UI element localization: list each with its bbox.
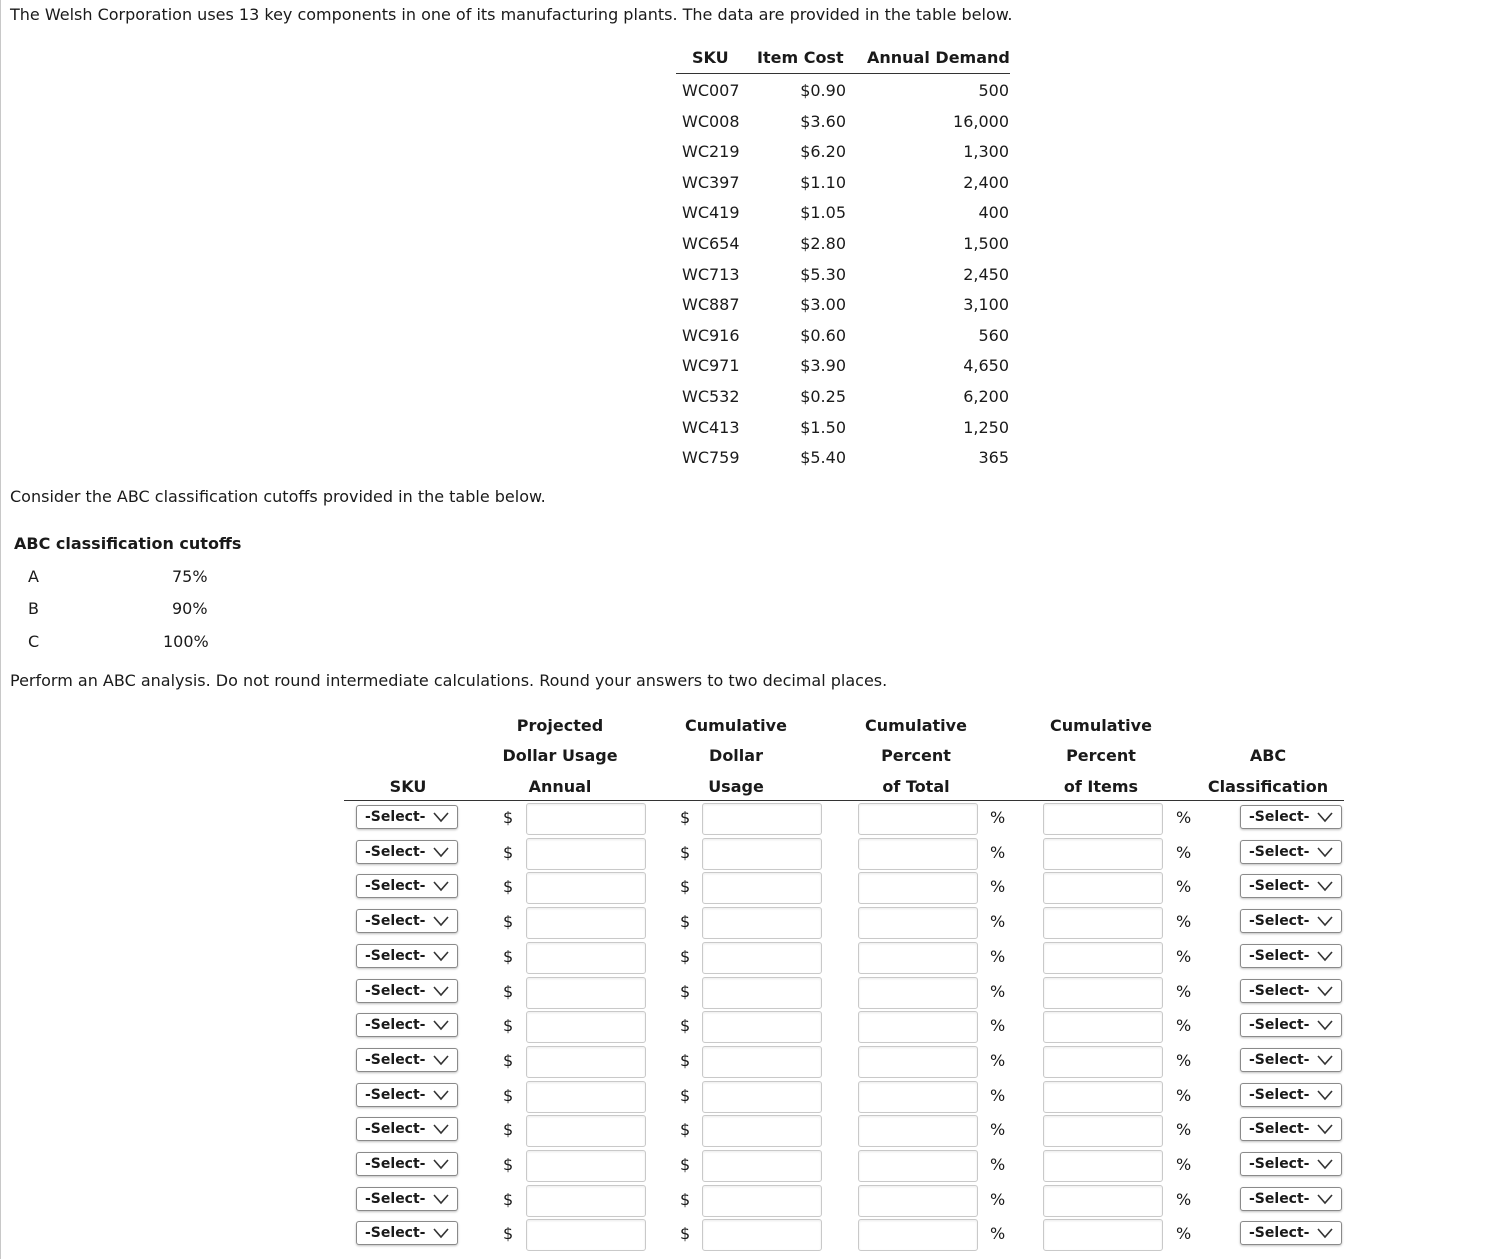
- sku-select-label: -Select-: [365, 913, 426, 930]
- percent-sign: %: [1176, 1016, 1192, 1036]
- data-row-cost: $3.00: [800, 295, 846, 315]
- dollar-sign: $: [503, 842, 514, 862]
- cutoff-pct-c: 100%: [163, 632, 209, 651]
- chevron-down-icon: [1317, 811, 1333, 823]
- data-row-demand: 2,400: [963, 172, 1009, 192]
- chevron-down-icon: [1317, 915, 1333, 927]
- data-row-demand: 6,200: [963, 387, 1009, 406]
- cumulative-percent-items-input[interactable]: [1043, 872, 1163, 904]
- chevron-down-icon: [1317, 1193, 1333, 1205]
- cutoff-class-a: A: [28, 567, 39, 586]
- chevron-down-icon: [1317, 1019, 1333, 1031]
- data-row-sku: WC654: [682, 234, 740, 253]
- abc-select-label: -Select-: [1249, 1017, 1310, 1034]
- sku-select[interactable]: [356, 1013, 458, 1037]
- sku-select-label: -Select-: [365, 947, 426, 964]
- dollar-sign: $: [680, 1085, 691, 1105]
- abc-select-label: -Select-: [1249, 843, 1310, 860]
- percent-sign: %: [990, 842, 1006, 862]
- percent-sign: %: [1176, 912, 1192, 932]
- dollar-sign: $: [503, 808, 514, 827]
- chevron-down-icon: [433, 915, 449, 927]
- abc-select-label: -Select-: [1249, 1190, 1310, 1207]
- sku-select[interactable]: [356, 1221, 458, 1245]
- sku-select[interactable]: [356, 805, 458, 829]
- cumulative-dollar-usage-input[interactable]: [702, 1081, 822, 1113]
- abc-select-label: -Select-: [1249, 1086, 1310, 1103]
- dollar-sign: $: [503, 877, 514, 897]
- sku-select[interactable]: [356, 1048, 458, 1072]
- data-row-demand: 365: [978, 448, 1009, 468]
- chevron-down-icon: [433, 1054, 449, 1066]
- data-row-demand: 4,650: [963, 356, 1009, 376]
- abc-select-label: -Select-: [1249, 809, 1310, 825]
- cumulative-dollar-usage-input[interactable]: [702, 838, 822, 870]
- answer-header-rule: [344, 800, 1344, 801]
- projected-dollar-usage-input[interactable]: [526, 1011, 646, 1043]
- ans-header-cum-dollar-1: Cumulative: [685, 716, 787, 735]
- percent-sign: %: [1176, 1050, 1192, 1070]
- chevron-down-icon: [433, 846, 449, 858]
- sku-select[interactable]: [356, 1083, 458, 1107]
- page-left-border: [0, 0, 1, 1259]
- projected-dollar-usage-input[interactable]: [526, 977, 646, 1009]
- cumulative-percent-total-input[interactable]: [858, 1046, 978, 1078]
- instructions-text: Perform an ABC analysis. Do not round intermediate calculations. Round your answers to two decimal places.: [10, 671, 888, 690]
- cumulative-percent-total-input[interactable]: [858, 977, 978, 1009]
- intro-text: The Welsh Corporation uses 13 key components in one of its manufacturing plants. The data are provided in the table below.: [10, 5, 1013, 24]
- projected-dollar-usage-input[interactable]: [526, 1150, 646, 1182]
- sku-select-label: -Select-: [365, 809, 426, 825]
- data-row-cost: $3.90: [800, 356, 846, 376]
- projected-dollar-usage-input[interactable]: [526, 1046, 646, 1078]
- ans-header-cum-pct-items-1: Cumulative: [1050, 716, 1152, 735]
- abc-classification-select[interactable]: [1240, 909, 1342, 933]
- ans-header-cum-dollar-3: Usage: [708, 777, 764, 796]
- abc-select-label: -Select-: [1249, 1225, 1310, 1242]
- percent-sign: %: [990, 808, 1006, 827]
- sku-select-label: -Select-: [365, 1086, 426, 1103]
- percent-sign: %: [1176, 946, 1192, 966]
- abc-select-label: -Select-: [1249, 1121, 1310, 1138]
- percent-sign: %: [990, 1120, 1006, 1140]
- cutoff-pct-b: 90%: [172, 599, 208, 618]
- percent-sign: %: [1176, 1155, 1192, 1174]
- cumulative-percent-total-input[interactable]: [858, 872, 978, 904]
- dollar-sign: $: [680, 1050, 691, 1070]
- sku-select-label: -Select-: [365, 1017, 426, 1034]
- col-header-item-cost: Item Cost: [757, 48, 844, 67]
- projected-dollar-usage-input[interactable]: [526, 1219, 646, 1251]
- sku-select-label: -Select-: [365, 1121, 426, 1138]
- cumulative-dollar-usage-input[interactable]: [702, 872, 822, 904]
- data-row-sku: WC413: [682, 417, 740, 437]
- cumulative-percent-items-input[interactable]: [1043, 977, 1163, 1009]
- cumulative-percent-total-input[interactable]: [858, 1219, 978, 1251]
- abc-select-label: -Select-: [1249, 1156, 1310, 1172]
- percent-sign: %: [1176, 1224, 1192, 1244]
- sku-select-label: -Select-: [365, 1190, 426, 1207]
- data-row-cost: $5.30: [800, 264, 846, 284]
- abc-classification-select[interactable]: [1240, 944, 1342, 968]
- projected-dollar-usage-input[interactable]: [526, 838, 646, 870]
- sku-select[interactable]: [356, 909, 458, 933]
- data-row-demand: 16,000: [953, 111, 1009, 131]
- chevron-down-icon: [433, 1193, 449, 1205]
- data-row-cost: $1.05: [800, 203, 846, 223]
- abc-select-label: -Select-: [1249, 982, 1310, 999]
- data-row-demand: 500: [978, 81, 1009, 100]
- cumulative-dollar-usage-input[interactable]: [702, 942, 822, 974]
- ans-header-projected-3: Annual: [528, 777, 592, 796]
- sku-select-label: -Select-: [365, 1051, 426, 1068]
- ans-header-cum-pct-total-3: of Total: [882, 777, 950, 796]
- chevron-down-icon: [1317, 880, 1333, 892]
- chevron-down-icon: [433, 1089, 449, 1101]
- data-row-sku: WC419: [682, 203, 740, 223]
- ans-header-cum-pct-total-1: Cumulative: [865, 716, 967, 735]
- percent-sign: %: [990, 877, 1006, 897]
- cutoff-pct-a: 75%: [172, 567, 208, 586]
- abc-classification-select[interactable]: [1240, 1048, 1342, 1072]
- cumulative-percent-total-input[interactable]: [858, 1081, 978, 1113]
- ans-header-sku: SKU: [389, 777, 427, 796]
- percent-sign: %: [1176, 877, 1192, 897]
- cumulative-dollar-usage-input[interactable]: [702, 1185, 822, 1217]
- col-header-annual-demand: Annual Demand: [867, 48, 1010, 67]
- abc-classification-select[interactable]: [1240, 874, 1342, 898]
- percent-sign: %: [990, 912, 1006, 932]
- cutoff-intro-text: Consider the ABC classification cutoffs provided in the table below.: [10, 487, 546, 506]
- chevron-down-icon: [1317, 1089, 1333, 1101]
- cumulative-percent-items-input[interactable]: [1043, 942, 1163, 974]
- percent-sign: %: [1176, 1085, 1192, 1105]
- dollar-sign: $: [503, 1016, 514, 1036]
- chevron-down-icon: [433, 1227, 449, 1239]
- dollar-sign: $: [680, 981, 691, 1001]
- dollar-sign: $: [680, 1016, 691, 1036]
- cumulative-percent-items-input[interactable]: [1043, 1150, 1163, 1182]
- cumulative-dollar-usage-input[interactable]: [702, 1150, 822, 1182]
- data-row-demand: 3,100: [963, 295, 1009, 315]
- cumulative-percent-total-input[interactable]: [858, 942, 978, 974]
- data-row-demand: 2,450: [963, 264, 1009, 284]
- chevron-down-icon: [1317, 1054, 1333, 1066]
- abc-classification-select[interactable]: [1240, 1187, 1342, 1211]
- abc-select-label: -Select-: [1249, 1051, 1310, 1068]
- cumulative-percent-items-input[interactable]: [1043, 1011, 1163, 1043]
- ans-header-projected-2: Dollar Usage: [502, 746, 618, 765]
- projected-dollar-usage-input[interactable]: [526, 872, 646, 904]
- cumulative-percent-total-input[interactable]: [858, 803, 978, 835]
- data-row-demand: 1,250: [963, 417, 1009, 437]
- cumulative-dollar-usage-input[interactable]: [702, 803, 822, 835]
- ans-header-abc-1: ABC: [1249, 746, 1287, 765]
- data-row-cost: $3.60: [800, 111, 846, 131]
- ans-header-projected-1: Projected: [516, 716, 604, 735]
- dollar-sign: $: [680, 808, 691, 827]
- data-row-sku: WC887: [682, 295, 740, 315]
- sku-select-label: -Select-: [365, 1225, 426, 1242]
- cumulative-dollar-usage-input[interactable]: [702, 1011, 822, 1043]
- percent-sign: %: [990, 1016, 1006, 1036]
- percent-sign: %: [1176, 808, 1192, 827]
- dollar-sign: $: [680, 1155, 691, 1174]
- projected-dollar-usage-input[interactable]: [526, 803, 646, 835]
- percent-sign: %: [990, 1189, 1006, 1209]
- ans-header-abc-2: Classification: [1207, 777, 1329, 796]
- sku-select-label: -Select-: [365, 878, 426, 895]
- cumulative-percent-items-input[interactable]: [1043, 1219, 1163, 1251]
- percent-sign: %: [990, 1155, 1006, 1174]
- dollar-sign: $: [503, 1189, 514, 1209]
- data-row-cost: $1.10: [800, 172, 846, 192]
- cutoffs-title: ABC classification cutoffs: [14, 534, 242, 553]
- dollar-sign: $: [503, 946, 514, 966]
- percent-sign: %: [990, 1050, 1006, 1070]
- projected-dollar-usage-input[interactable]: [526, 1115, 646, 1147]
- cumulative-percent-total-input[interactable]: [858, 907, 978, 939]
- abc-select-label: -Select-: [1249, 913, 1310, 930]
- chevron-down-icon: [1317, 985, 1333, 997]
- dollar-sign: $: [503, 1120, 514, 1140]
- chevron-down-icon: [433, 811, 449, 823]
- cumulative-dollar-usage-input[interactable]: [702, 1046, 822, 1078]
- abc-classification-select[interactable]: [1240, 1083, 1342, 1107]
- dollar-sign: $: [503, 1155, 514, 1174]
- sku-select[interactable]: [356, 944, 458, 968]
- header-rule: [676, 73, 1010, 74]
- data-row-cost: $0.25: [800, 387, 846, 406]
- sku-select[interactable]: [356, 874, 458, 898]
- projected-dollar-usage-input[interactable]: [526, 1185, 646, 1217]
- data-row-cost: $2.80: [800, 234, 846, 253]
- data-row-cost: $5.40: [800, 448, 846, 468]
- data-row-sku: WC397: [682, 172, 740, 192]
- dollar-sign: $: [680, 1189, 691, 1209]
- data-row-sku: WC007: [682, 81, 740, 100]
- dollar-sign: $: [680, 1224, 691, 1244]
- chevron-down-icon: [433, 950, 449, 962]
- projected-dollar-usage-input[interactable]: [526, 907, 646, 939]
- data-row-cost: $0.60: [800, 325, 846, 345]
- data-row-demand: 1,500: [963, 234, 1009, 253]
- chevron-down-icon: [433, 1019, 449, 1031]
- cutoff-class-c: C: [28, 632, 40, 651]
- abc-classification-select[interactable]: [1240, 979, 1342, 1003]
- percent-sign: %: [990, 1224, 1006, 1244]
- ans-header-cum-pct-items-3: of Items: [1063, 777, 1139, 796]
- sku-select-label: -Select-: [365, 1156, 426, 1172]
- cumulative-percent-total-input[interactable]: [858, 1150, 978, 1182]
- percent-sign: %: [990, 946, 1006, 966]
- sku-select[interactable]: [356, 1117, 458, 1141]
- data-row-demand: 1,300: [963, 142, 1009, 162]
- ans-header-cum-pct-total-2: Percent: [881, 746, 951, 765]
- dollar-sign: $: [503, 1085, 514, 1105]
- chevron-down-icon: [433, 1123, 449, 1135]
- ans-header-cum-pct-items-2: Percent: [1066, 746, 1136, 765]
- dollar-sign: $: [680, 946, 691, 966]
- dollar-sign: $: [680, 842, 691, 862]
- dollar-sign: $: [503, 1050, 514, 1070]
- cumulative-dollar-usage-input[interactable]: [702, 1115, 822, 1147]
- chevron-down-icon: [1317, 1123, 1333, 1135]
- abc-select-label: -Select-: [1249, 878, 1310, 895]
- abc-classification-select[interactable]: [1240, 840, 1342, 864]
- ans-header-cum-dollar-2: Dollar: [709, 746, 763, 765]
- chevron-down-icon: [1317, 950, 1333, 962]
- abc-classification-select[interactable]: [1240, 805, 1342, 829]
- sku-select[interactable]: [356, 1152, 458, 1176]
- cumulative-percent-total-input[interactable]: [858, 1185, 978, 1217]
- percent-sign: %: [990, 1085, 1006, 1105]
- cumulative-percent-items-input[interactable]: [1043, 803, 1163, 835]
- data-row-demand: 400: [978, 203, 1009, 223]
- chevron-down-icon: [433, 985, 449, 997]
- dollar-sign: $: [503, 1224, 514, 1244]
- data-row-cost: $1.50: [800, 417, 846, 437]
- sku-select[interactable]: [356, 840, 458, 864]
- chevron-down-icon: [433, 1158, 449, 1170]
- cumulative-percent-items-input[interactable]: [1043, 1115, 1163, 1147]
- data-row-cost: $0.90: [800, 81, 846, 100]
- chevron-down-icon: [1317, 1158, 1333, 1170]
- sku-select-label: -Select-: [365, 982, 426, 999]
- cutoff-class-b: B: [28, 599, 39, 618]
- dollar-sign: $: [503, 981, 514, 1001]
- cumulative-dollar-usage-input[interactable]: [702, 907, 822, 939]
- sku-select[interactable]: [356, 979, 458, 1003]
- cumulative-percent-items-input[interactable]: [1043, 1081, 1163, 1113]
- dollar-sign: $: [503, 912, 514, 932]
- col-header-sku: SKU: [692, 48, 729, 67]
- cumulative-percent-items-input[interactable]: [1043, 1046, 1163, 1078]
- abc-classification-select[interactable]: [1240, 1117, 1342, 1141]
- dollar-sign: $: [680, 912, 691, 932]
- abc-classification-select[interactable]: [1240, 1013, 1342, 1037]
- abc-classification-select[interactable]: [1240, 1221, 1342, 1245]
- data-row-demand: 560: [978, 325, 1009, 345]
- chevron-down-icon: [433, 880, 449, 892]
- cumulative-percent-total-input[interactable]: [858, 1011, 978, 1043]
- cumulative-dollar-usage-input[interactable]: [702, 977, 822, 1009]
- data-row-sku: WC971: [682, 356, 740, 376]
- dollar-sign: $: [680, 1120, 691, 1140]
- projected-dollar-usage-input[interactable]: [526, 942, 646, 974]
- cumulative-dollar-usage-input[interactable]: [702, 1219, 822, 1251]
- percent-sign: %: [1176, 1189, 1192, 1209]
- data-row-sku: WC008: [682, 111, 740, 131]
- percent-sign: %: [1176, 981, 1192, 1001]
- projected-dollar-usage-input[interactable]: [526, 1081, 646, 1113]
- dollar-sign: $: [680, 877, 691, 897]
- sku-select[interactable]: [356, 1187, 458, 1211]
- cumulative-percent-items-input[interactable]: [1043, 838, 1163, 870]
- percent-sign: %: [990, 981, 1006, 1001]
- chevron-down-icon: [1317, 1227, 1333, 1239]
- abc-classification-select[interactable]: [1240, 1152, 1342, 1176]
- data-row-sku: WC532: [682, 387, 740, 406]
- data-row-sku: WC916: [682, 325, 740, 345]
- data-row-sku: WC713: [682, 264, 740, 284]
- data-row-sku: WC759: [682, 448, 740, 468]
- data-row-cost: $6.20: [800, 142, 846, 162]
- data-row-sku: WC219: [682, 142, 740, 162]
- percent-sign: %: [1176, 842, 1192, 862]
- cumulative-percent-total-input[interactable]: [858, 838, 978, 870]
- cumulative-percent-total-input[interactable]: [858, 1115, 978, 1147]
- cumulative-percent-items-input[interactable]: [1043, 1185, 1163, 1217]
- cumulative-percent-items-input[interactable]: [1043, 907, 1163, 939]
- abc-select-label: -Select-: [1249, 947, 1310, 964]
- chevron-down-icon: [1317, 846, 1333, 858]
- percent-sign: %: [1176, 1120, 1192, 1140]
- sku-select-label: -Select-: [365, 843, 426, 860]
